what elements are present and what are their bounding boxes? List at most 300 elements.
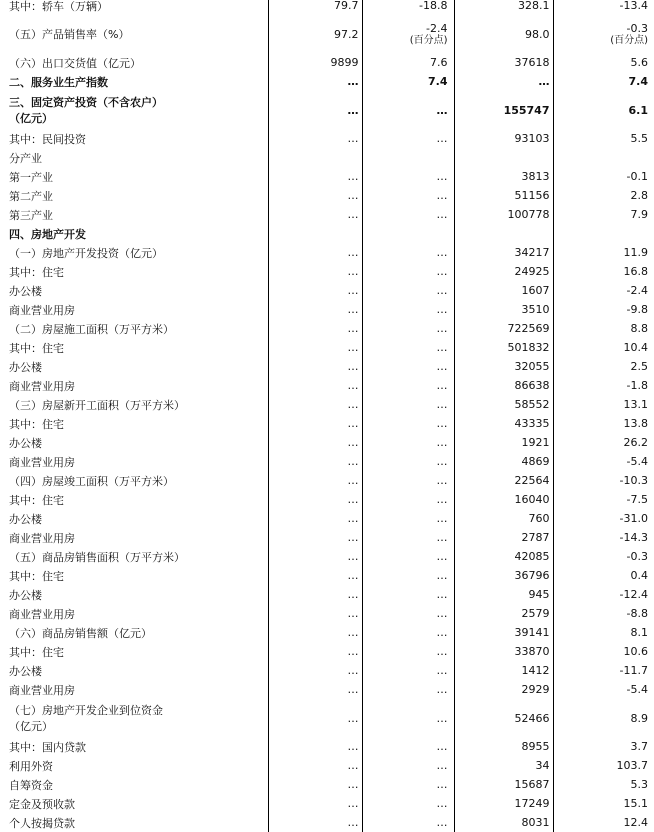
row-label (0, 661, 268, 680)
row-label-text: 第一产业 (9, 170, 53, 184)
cell-value: 4869 (521, 455, 550, 468)
row-label (0, 642, 268, 661)
row-label (0, 737, 268, 756)
cell-value: … (436, 455, 448, 468)
row-label (0, 813, 268, 832)
row-label (0, 148, 268, 167)
cell-v4 (553, 319, 654, 338)
cell-v2 (362, 680, 454, 699)
cell-v3 (454, 167, 553, 186)
cell-value: 8.9 (630, 711, 648, 725)
cell-v1 (268, 53, 362, 72)
cell-value: … (347, 75, 359, 88)
cell-value: … (436, 398, 448, 411)
row-label-unit: （亿元） (9, 720, 53, 733)
cell-v4 (553, 53, 654, 72)
cell-value: 1921 (521, 436, 550, 449)
cell-value: 722569 (507, 322, 550, 335)
cell-v2 (362, 376, 454, 395)
table-row (0, 604, 654, 623)
cell-value: 7.9 (630, 208, 648, 221)
cell-v3 (454, 547, 553, 566)
cell-v4 (553, 794, 654, 813)
cell-value: … (436, 645, 448, 658)
cell-v4 (553, 661, 654, 680)
cell-value: 24925 (514, 265, 550, 278)
cell-value: -0.3 (626, 550, 648, 563)
row-label-text: （六）商品房销售额（亿元） (9, 626, 152, 640)
cell-v1 (268, 699, 362, 737)
row-label (0, 186, 268, 205)
cell-value: 15687 (514, 778, 550, 791)
cell-value: 22564 (514, 474, 550, 487)
table-row (0, 566, 654, 585)
cell-v4 (553, 205, 654, 224)
cell-v1 (268, 756, 362, 775)
cell-value: … (436, 512, 448, 525)
cell-value: -31.0 (619, 512, 648, 525)
row-label (0, 224, 268, 243)
cell-value: … (347, 246, 359, 259)
row-label (0, 680, 268, 699)
row-label-text: 商业营业用房 (9, 531, 75, 545)
cell-v3 (454, 414, 553, 433)
cell-value: … (347, 588, 359, 601)
row-label (0, 414, 268, 433)
cell-v2 (362, 452, 454, 471)
row-label-text: 办公楼 (9, 436, 42, 450)
row-label-text: 其中：住宅 (9, 493, 64, 507)
cell-value: 7.4 (428, 75, 448, 88)
cell-value: -11.7 (619, 664, 648, 677)
table-row (0, 243, 654, 262)
row-label (0, 547, 268, 566)
cell-value: 2787 (521, 531, 550, 544)
table-row (0, 376, 654, 395)
row-label-text: 第二产业 (9, 189, 53, 203)
cell-value: -0.1 (626, 170, 648, 183)
cell-v1 (268, 623, 362, 642)
cell-v1 (268, 775, 362, 794)
cell-value: 79.7 (334, 0, 359, 12)
cell-value: 58552 (514, 398, 550, 411)
cell-value: 760 (528, 512, 550, 525)
cell-v3 (454, 262, 553, 281)
cell-v2 (362, 756, 454, 775)
table-row (0, 91, 654, 129)
cell-v1 (268, 547, 362, 566)
cell-v1 (268, 319, 362, 338)
cell-value: … (347, 740, 359, 753)
row-label (0, 775, 268, 794)
cell-v4 (553, 509, 654, 528)
cell-value: 9899 (330, 56, 359, 69)
cell-value: 5.6 (630, 56, 648, 69)
table-row (0, 186, 654, 205)
cell-v1 (268, 243, 362, 262)
row-label-text: 其中：住宅 (9, 265, 64, 279)
cell-value: 13.8 (623, 417, 648, 430)
cell-value: 328.1 (518, 0, 550, 12)
cell-value: -1.8 (626, 379, 648, 392)
row-label (0, 91, 268, 129)
cell-value: 1607 (521, 284, 550, 297)
cell-v2 (362, 471, 454, 490)
cell-v2 (362, 699, 454, 737)
cell-value: … (347, 664, 359, 677)
cell-value: 13.1 (623, 398, 648, 411)
table-row (0, 319, 654, 338)
cell-value: 34 (535, 759, 550, 772)
table-row (0, 699, 654, 737)
cell-v4 (553, 338, 654, 357)
cell-v1 (268, 471, 362, 490)
cell-unit-note: (百分点) (610, 34, 648, 46)
cell-v2 (362, 224, 454, 243)
row-label-text: 分产业 (9, 151, 42, 165)
table-row (0, 72, 654, 91)
cell-value: 15.1 (623, 797, 648, 810)
cell-v2 (362, 414, 454, 433)
cell-v3 (454, 0, 553, 15)
cell-value: 11.9 (623, 246, 648, 259)
cell-value: 8955 (521, 740, 550, 753)
cell-value: 3510 (521, 303, 550, 316)
cell-v1 (268, 0, 362, 15)
cell-v1 (268, 300, 362, 319)
cell-value: 6.1 (628, 103, 648, 117)
cell-v1 (268, 338, 362, 357)
row-label-text: 三、固定资产投资（不含农户） (9, 96, 163, 109)
cell-value: -5.4 (626, 683, 648, 696)
row-label (0, 243, 268, 262)
cell-value: -14.3 (619, 531, 648, 544)
row-label-text: 个人按揭贷款 (9, 816, 75, 830)
cell-value: 3.7 (630, 740, 648, 753)
cell-v4 (553, 72, 654, 91)
cell-value: … (436, 816, 448, 829)
cell-value: … (436, 550, 448, 563)
row-label (0, 357, 268, 376)
cell-v4 (553, 224, 654, 243)
cell-value: … (436, 797, 448, 810)
cell-v3 (454, 300, 553, 319)
cell-unit-note: (百分点) (409, 34, 448, 46)
cell-v2 (362, 433, 454, 452)
cell-v2 (362, 490, 454, 509)
cell-value: 0.4 (630, 569, 648, 582)
row-label-text: 其中：民间投资 (9, 132, 86, 146)
row-label-text: 商业营业用房 (9, 303, 75, 317)
row-label (0, 205, 268, 224)
row-label-text: （五）产品销售率（%） (9, 28, 130, 41)
cell-value: 8.1 (630, 626, 648, 639)
cell-v3 (454, 53, 553, 72)
cell-v4 (553, 433, 654, 452)
cell-value: … (347, 711, 359, 725)
cell-v3 (454, 91, 553, 129)
cell-v4 (553, 490, 654, 509)
cell-value: … (347, 284, 359, 297)
cell-value: 945 (528, 588, 550, 601)
row-label (0, 15, 268, 53)
cell-v1 (268, 148, 362, 167)
cell-v1 (268, 262, 362, 281)
cell-v1 (268, 490, 362, 509)
cell-value: -7.5 (626, 493, 648, 506)
cell-v3 (454, 680, 553, 699)
cell-value: 3813 (521, 170, 550, 183)
cell-v2 (362, 0, 454, 15)
cell-v4 (553, 471, 654, 490)
cell-v1 (268, 642, 362, 661)
row-label (0, 794, 268, 813)
cell-v4 (553, 737, 654, 756)
cell-v1 (268, 376, 362, 395)
cell-value: -0.3 (626, 21, 648, 35)
cell-value: -9.8 (626, 303, 648, 316)
cell-v4 (553, 91, 654, 129)
cell-v3 (454, 813, 553, 832)
cell-value: -13.4 (619, 0, 648, 12)
cell-v1 (268, 528, 362, 547)
cell-value: … (436, 341, 448, 354)
cell-value: … (347, 607, 359, 620)
cell-v4 (553, 604, 654, 623)
cell-v1 (268, 566, 362, 585)
cell-v2 (362, 775, 454, 794)
table-row (0, 547, 654, 566)
cell-value: 12.4 (623, 816, 648, 829)
cell-v3 (454, 585, 553, 604)
cell-value: … (347, 474, 359, 487)
cell-value: -2.4 (626, 284, 648, 297)
cell-value: 10.4 (623, 341, 648, 354)
table-row (0, 509, 654, 528)
row-label-text: 办公楼 (9, 512, 42, 526)
cell-value: … (347, 208, 359, 221)
cell-v1 (268, 72, 362, 91)
row-label-text: 其中：住宅 (9, 569, 64, 583)
cell-value: … (347, 645, 359, 658)
cell-value: 1412 (521, 664, 550, 677)
cell-value: … (436, 759, 448, 772)
row-label (0, 167, 268, 186)
cell-value: … (347, 569, 359, 582)
cell-v4 (553, 129, 654, 148)
cell-value: -2.4 (426, 21, 448, 35)
cell-value: -12.4 (619, 588, 648, 601)
cell-v3 (454, 395, 553, 414)
row-label (0, 376, 268, 395)
cell-v3 (454, 376, 553, 395)
cell-value: … (436, 322, 448, 335)
cell-v3 (454, 15, 553, 53)
cell-v3 (454, 72, 553, 91)
row-label (0, 623, 268, 642)
cell-value: -10.3 (619, 474, 648, 487)
cell-v4 (553, 699, 654, 737)
cell-value: 10.6 (623, 645, 648, 658)
cell-v2 (362, 509, 454, 528)
cell-value: … (347, 512, 359, 525)
cell-v3 (454, 205, 553, 224)
cell-v2 (362, 338, 454, 357)
row-label-text: 商业营业用房 (9, 455, 75, 469)
cell-v1 (268, 433, 362, 452)
cell-value: 32055 (514, 360, 550, 373)
cell-value: 97.2 (334, 27, 359, 41)
cell-value: … (436, 303, 448, 316)
cell-v3 (454, 319, 553, 338)
cell-v2 (362, 15, 454, 53)
cell-v4 (553, 813, 654, 832)
cell-value: … (347, 103, 359, 117)
cell-v2 (362, 300, 454, 319)
cell-value: … (347, 360, 359, 373)
cell-v1 (268, 661, 362, 680)
cell-v2 (362, 243, 454, 262)
table-row (0, 129, 654, 148)
table-row (0, 737, 654, 756)
cell-v2 (362, 395, 454, 414)
cell-v3 (454, 281, 553, 300)
cell-v4 (553, 262, 654, 281)
row-label (0, 281, 268, 300)
cell-v3 (454, 224, 553, 243)
cell-v2 (362, 205, 454, 224)
cell-v2 (362, 72, 454, 91)
cell-value: … (436, 284, 448, 297)
table-row (0, 205, 654, 224)
cell-value: … (347, 379, 359, 392)
table-row (0, 452, 654, 471)
cell-v4 (553, 281, 654, 300)
cell-v4 (553, 414, 654, 433)
cell-v2 (362, 604, 454, 623)
cell-v4 (553, 300, 654, 319)
cell-value: 501832 (507, 341, 550, 354)
cell-v2 (362, 129, 454, 148)
cell-v4 (553, 15, 654, 53)
cell-v1 (268, 281, 362, 300)
cell-value: … (436, 711, 448, 725)
cell-value: -8.8 (626, 607, 648, 620)
table-row (0, 471, 654, 490)
cell-value: … (347, 436, 359, 449)
cell-value: 16.8 (623, 265, 648, 278)
cell-value: … (347, 778, 359, 791)
table-row (0, 794, 654, 813)
row-label-text: （二）房屋施工面积（万平方米） (9, 322, 174, 336)
cell-value: … (436, 265, 448, 278)
row-label-text: （六）出口交货值（亿元） (9, 56, 141, 70)
cell-value: … (347, 132, 359, 145)
cell-v3 (454, 186, 553, 205)
cell-v1 (268, 186, 362, 205)
cell-v3 (454, 737, 553, 756)
cell-v3 (454, 243, 553, 262)
table-row (0, 414, 654, 433)
cell-v3 (454, 148, 553, 167)
table-row (0, 756, 654, 775)
cell-value: … (436, 664, 448, 677)
cell-v1 (268, 452, 362, 471)
cell-v1 (268, 205, 362, 224)
table-row (0, 490, 654, 509)
cell-value: 33870 (514, 645, 550, 658)
table-row (0, 775, 654, 794)
row-label-text: 四、房地产开发 (9, 227, 86, 241)
cell-v2 (362, 585, 454, 604)
cell-value: 52466 (514, 711, 550, 725)
cell-v2 (362, 281, 454, 300)
cell-v4 (553, 775, 654, 794)
cell-v1 (268, 680, 362, 699)
row-label-text: 利用外资 (9, 759, 53, 773)
cell-v2 (362, 148, 454, 167)
table-row (0, 148, 654, 167)
cell-v3 (454, 775, 553, 794)
cell-value: … (436, 417, 448, 430)
row-label (0, 129, 268, 148)
cell-v3 (454, 699, 553, 737)
cell-value: 2.5 (630, 360, 648, 373)
cell-value: 26.2 (623, 436, 648, 449)
row-label-text: （五）商品房销售面积（万平方米） (9, 550, 185, 564)
table-row (0, 395, 654, 414)
cell-v3 (454, 604, 553, 623)
cell-value: 7.6 (430, 56, 448, 69)
table-row (0, 813, 654, 832)
cell-v1 (268, 509, 362, 528)
table-row (0, 15, 654, 53)
cell-v1 (268, 414, 362, 433)
cell-v3 (454, 528, 553, 547)
cell-v2 (362, 661, 454, 680)
cell-v2 (362, 528, 454, 547)
cell-value: … (347, 265, 359, 278)
row-label (0, 471, 268, 490)
row-label (0, 699, 268, 737)
cell-v1 (268, 167, 362, 186)
cell-value: … (436, 531, 448, 544)
cell-v3 (454, 756, 553, 775)
row-label (0, 566, 268, 585)
cell-v3 (454, 433, 553, 452)
table-row (0, 167, 654, 186)
cell-v2 (362, 319, 454, 338)
row-label-text: 其中：住宅 (9, 341, 64, 355)
cell-value: … (436, 778, 448, 791)
cell-v1 (268, 357, 362, 376)
cell-value: -5.4 (626, 455, 648, 468)
cell-v1 (268, 91, 362, 129)
cell-v2 (362, 53, 454, 72)
cell-value: 16040 (514, 493, 550, 506)
cell-v3 (454, 129, 553, 148)
row-label-text: 办公楼 (9, 360, 42, 374)
cell-value: 98.0 (525, 27, 550, 41)
table-row (0, 262, 654, 281)
cell-value: … (347, 455, 359, 468)
row-label-text: 商业营业用房 (9, 607, 75, 621)
cell-v4 (553, 395, 654, 414)
cell-value: 2579 (521, 607, 550, 620)
row-label (0, 604, 268, 623)
cell-v4 (553, 186, 654, 205)
cell-v2 (362, 167, 454, 186)
